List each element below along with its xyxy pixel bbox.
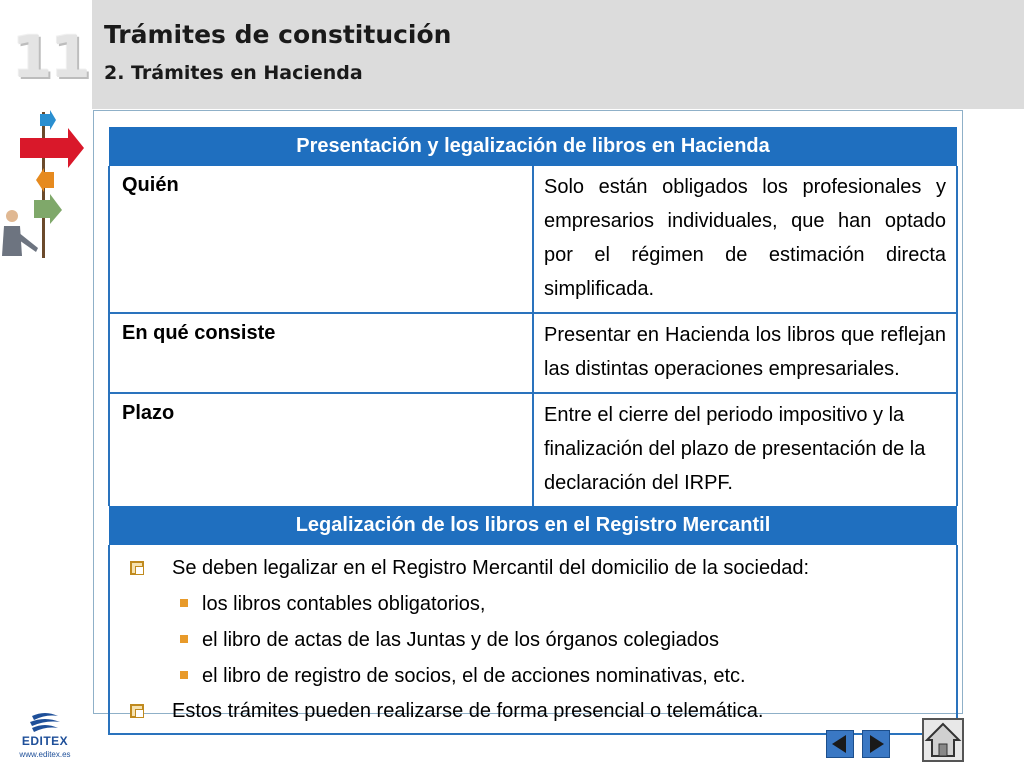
row-label: En qué consiste: [109, 313, 533, 393]
row-text: Presentar en Hacienda los libros que reflejan las distintas operaciones empresariales.: [533, 313, 957, 393]
list-item: [120, 696, 946, 727]
next-slide-button[interactable]: [862, 730, 890, 758]
row-text: Entre el cierre del periodo impositivo y la finalización del plazo de presentación de la declaración del IRPF.: [533, 393, 957, 506]
prev-slide-button[interactable]: [826, 730, 854, 758]
arrow-red-icon: [20, 128, 84, 168]
main-table: [108, 127, 958, 735]
bullets-cell: [109, 545, 957, 734]
row-text: Solo están obligados los profesionales y empresarios individuales, que han optado por el régimen de estimación directa simplificada.: [533, 166, 957, 313]
checkbox-bullet-icon: [130, 561, 144, 575]
list-item: [120, 622, 946, 658]
bullet-text: Estos trámites pueden realizarse de forma presencial o telemática.: [172, 700, 764, 722]
editex-url: www.editex.es: [19, 750, 71, 759]
page-subtitle: 2. Trámites en Hacienda: [104, 62, 363, 84]
square-bullet-icon: [180, 635, 188, 643]
checkbox-bullet-icon: [130, 704, 144, 718]
chapter-number: 11: [12, 23, 89, 91]
home-button[interactable]: [922, 718, 964, 762]
triangle-right-icon: [863, 731, 889, 757]
house-icon: [924, 720, 962, 760]
table-row: [109, 393, 957, 506]
square-bullet-icon: [180, 671, 188, 679]
table-row: [109, 166, 957, 313]
page-title: Trámites de constitución: [104, 20, 452, 49]
arrow-green-icon: [34, 194, 62, 224]
sub-bullet-text: el libro de actas de las Juntas y de los órganos colegiados: [202, 629, 719, 651]
person-body-icon: [2, 226, 22, 256]
table-row: [109, 313, 957, 393]
row-label: Quién: [109, 166, 533, 313]
triangle-left-icon: [827, 731, 853, 757]
bullet-text: Se deben legalizar en el Registro Mercantil del domicilio de la sociedad:: [172, 557, 810, 579]
section-header-hacienda: Presentación y legalización de libros en Hacienda: [109, 127, 957, 166]
editex-swirl-icon: [14, 712, 76, 734]
row-label: Plazo: [109, 393, 533, 506]
sub-bullet-text: el libro de registro de socios, el de acciones nominativas, etc.: [202, 665, 746, 687]
editex-name: EDITEX: [21, 734, 69, 748]
header-band: [92, 0, 1024, 109]
sub-bullet-text: los libros contables obligatorios,: [202, 593, 486, 615]
editex-logo: [14, 712, 76, 764]
list-item: [120, 586, 946, 622]
person-head-icon: [6, 210, 18, 222]
section-header-registro: Legalización de los libros en el Registro Mercantil: [109, 506, 957, 545]
list-item: [120, 658, 946, 694]
list-item: [120, 553, 946, 584]
square-bullet-icon: [180, 599, 188, 607]
signpost-illustration: [0, 108, 92, 263]
